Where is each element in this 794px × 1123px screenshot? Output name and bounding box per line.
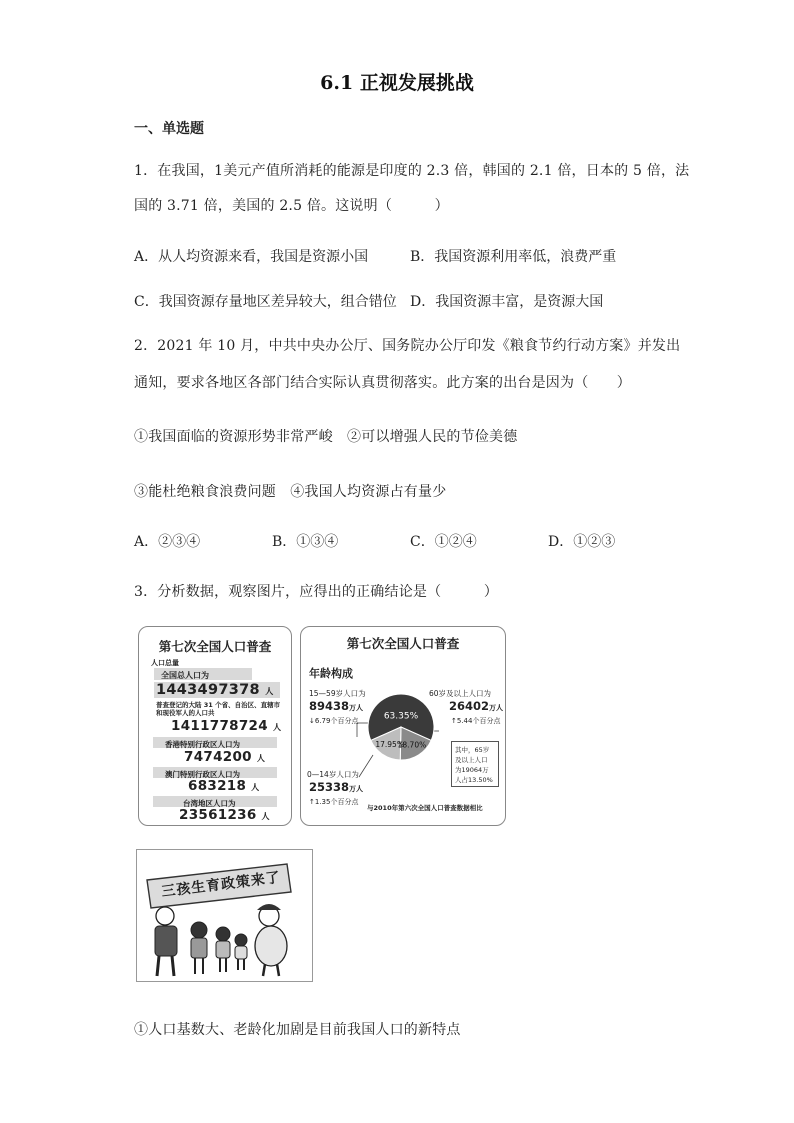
- fig1-title: 第七次全国人口普查: [158, 639, 272, 654]
- fig2-unit: 万人: [349, 785, 364, 793]
- fig1-total-value: 1443497378: [156, 682, 260, 698]
- fig2-g2-value: 26402: [449, 699, 490, 713]
- fig1-unit: 人: [256, 754, 266, 763]
- fig2-g1-value: 89438: [309, 699, 350, 713]
- fig1-total-label: 全国总人口为: [161, 671, 209, 680]
- fig2-footer: 与2010年第六次全国人口普查数据相比: [367, 804, 483, 812]
- q2-option-c[interactable]: C．①②④: [410, 534, 477, 550]
- census-population-figure: [138, 626, 292, 826]
- fig1-tw-label: 台湾地区人口为: [183, 799, 236, 808]
- section-heading: 一、单选题: [134, 121, 204, 137]
- q1-line1: 1．在我国，1美元产值所消耗的能源是印度的 2.3 倍，韩国的 2.1 倍，日本的 5 倍，法: [134, 163, 690, 179]
- fig2-note-line3: 为19064万: [455, 766, 489, 774]
- fig1-unit: 人: [251, 783, 260, 792]
- pie-label-0: 63.35%: [383, 711, 419, 722]
- fig2-subtitle: 年龄构成: [309, 667, 353, 680]
- q1-option-b[interactable]: B．我国资源利用率低，浪费严重: [410, 249, 617, 265]
- fig1-macau-label: 澳门特别行政区人口为: [165, 770, 240, 779]
- q2-option-d[interactable]: D．①②③: [548, 534, 616, 550]
- q1-option-d[interactable]: D．我国资源丰富，是资源大国: [410, 294, 604, 310]
- q2-line2: 通知，要求各地区各部门结合实际认真贯彻落实。此方案的出台是因为（ ）: [134, 375, 631, 391]
- fig1-subtitle: 人口总量: [151, 659, 179, 667]
- fig2-g3-value: 25338: [309, 780, 350, 794]
- fig2-unit: 万人: [349, 704, 364, 712]
- fig1-mainland-value: 1411778724: [171, 718, 268, 734]
- q2-option-a[interactable]: A．②③④: [134, 534, 201, 550]
- fig1-macau-value: 683218: [188, 778, 247, 794]
- fig2-note-line1: 其中，65岁: [455, 746, 490, 754]
- q1-line2: 国的 3.71 倍，美国的 2.5 倍。这说明（ ）: [134, 198, 449, 214]
- fig1-hk-value: 7474200: [184, 749, 252, 765]
- pie-label-1: 18.70%: [397, 740, 427, 750]
- fig2-title: 第七次全国人口普查: [346, 636, 460, 651]
- fig1-tw-value: 23561236: [179, 807, 257, 823]
- pie-label-2: 17.95%: [375, 740, 404, 750]
- fig1-mainland-label: 普查登记的大陆 31 个省、自治区、直辖市和现役军人的人口共: [156, 701, 281, 717]
- q2-line1: 2．2021 年 10 月，中共中央办公厅、国务院办公厅印发《粮食节约行动方案》并发出: [134, 338, 681, 354]
- q3-line1: 3．分析数据，观察图片，应得出的正确结论是（ ）: [134, 584, 499, 600]
- fig2-g2-label: 60岁及以上人口为: [429, 689, 492, 698]
- fig2-note-line2: 及以上人口: [455, 756, 488, 764]
- q3-statement-1: ①人口基数大、老龄化加剧是目前我国人口的新特点: [134, 1022, 461, 1038]
- q2-statement-1: ①我国面临的资源形势非常严峻 ②可以增强人民的节俭美德: [134, 429, 518, 445]
- cartoon-banner-text: 三孩生育政策来了: [160, 869, 282, 901]
- q1-option-a[interactable]: A．从人均资源来看，我国是资源小国: [134, 249, 369, 265]
- fig1-hk-label: 香港特别行政区人口为: [165, 740, 240, 749]
- fig1-unit: 人: [261, 812, 270, 821]
- age-pie-chart: [301, 627, 505, 825]
- page-title: 6.1 正视发展挑战: [320, 72, 474, 94]
- fig2-g2-change: ↑5.44个百分点: [451, 717, 501, 725]
- fig2-g3-change: ↑1.35个百分点: [309, 798, 359, 806]
- q2-statement-2: ③能杜绝粮食浪费问题 ④我国人均资源占有量少: [134, 484, 447, 500]
- fig2-unit: 万人: [489, 704, 504, 712]
- fig2-g1-change: ↓6.79个百分点: [309, 717, 359, 725]
- fig2-g1-label: 15—59岁人口为: [309, 689, 366, 698]
- census-age-figure: [300, 626, 506, 826]
- fig1-unit: 人: [272, 723, 282, 732]
- fig2-g3-label: 0—14岁人口为: [307, 770, 359, 779]
- fig2-note-line4: 人占13.50%: [455, 776, 493, 784]
- q1-option-c[interactable]: C．我国资源存量地区差异较大，组合错位: [134, 294, 397, 310]
- three-child-policy-cartoon: [136, 849, 313, 982]
- q2-option-b[interactable]: B．①③④: [272, 534, 339, 550]
- fig1-unit: 人: [265, 687, 274, 696]
